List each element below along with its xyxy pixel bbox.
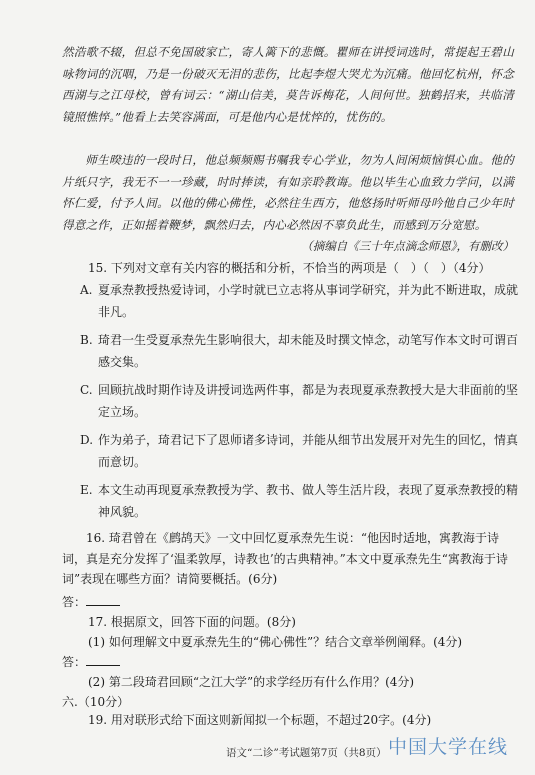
- q15-option-text: 夏承焘教授热爱诗词，小学时就已立志将从事词学研究，并为此不断进取，成就非凡。: [98, 283, 519, 319]
- q15-option-d: [80, 430, 519, 474]
- passage-paragraph-2: 师生暌违的一段时日，他总频频赐书嘱我专心学业，勿为人间闲烦恼惧心血。他的片纸只字，我无不一一珍藏，时时捧读，有如亲聆教诲。他以毕生心血致力学问，以满怀仁爱，付予人间。以他的佛心佛性，必然往生西方，他悠扬时听师母吟他自己少年时得意之作，正如摇着鞭梦，飘然归去，内心必然因不辜负此生，而感到万分宽慰。: [62, 153, 514, 232]
- question-17-stem: 17. 根据原文，回答下面的问题。(8分): [88, 615, 296, 629]
- answer-label: 答：: [62, 655, 87, 669]
- q15-option-letter: E.: [80, 483, 93, 497]
- q15-option-letter: A.: [80, 283, 93, 297]
- question-15-stem: 15. 下列对文章有关内容的概括和分析，不恰当的两项是（ ）（ ）（4分）: [88, 261, 491, 275]
- q15-option-c: [80, 380, 519, 424]
- section-6-heading: 六.（10分）: [62, 695, 130, 709]
- answer-blank[interactable]: [86, 593, 120, 606]
- watermark-logo: 中国大学在线: [388, 736, 509, 758]
- passage-source: （摘编自《三十年点滴念师恩》，有删改）: [301, 239, 514, 253]
- answer-blank[interactable]: [86, 653, 120, 666]
- question-17-sub-2: (2) 第二段琦君回顾“之江大学”的求学经历有什么作用？(4分): [88, 675, 415, 689]
- q15-option-letter: C.: [80, 383, 93, 397]
- question-17-sub-1-answer[interactable]: [62, 652, 120, 672]
- q15-option-text: 回顾抗战时期作诗及讲授词选两件事，都是为表现夏承焘教授大是大非面前的坚定立场。: [98, 383, 519, 419]
- q15-option-e: [80, 480, 519, 524]
- q15-option-letter: B.: [80, 333, 93, 347]
- q15-option-text: 琦君一生受夏承焘先生影响很大，却未能及时撰文悼念，动笔写作本文时可谓百感交集。: [98, 333, 519, 369]
- question-17-sub-1: (1) 如何理解文中夏承焘先生的“佛心佛性”？结合文章举例阐释。(4分): [88, 635, 463, 649]
- answer-label: 答：: [62, 595, 87, 609]
- page-footer: 语文“二诊”考试题第7页（共8页）: [226, 747, 387, 759]
- passage-paragraph-1: 然浩歌不辍，但总不免国破家亡，寄人篱下的悲慨。瞿师在讲授词选时，常提起王碧山咏物词的沉咽，乃是一份破灭无泪的悲伤，比起李煜大哭尤为沉痛。他回忆杭州，怀念西湖与之江母校，曾有词云：“湖山信美，莫告诉梅花，人间何世。独鹤招来，共临清镜照憔悴。”他看上去笑容满面，可是他内心是忧悴的，忧伤的。: [62, 45, 514, 124]
- q15-option-a: [80, 280, 519, 324]
- q15-option-b: [80, 330, 519, 374]
- q15-option-text: 本文生动再现夏承焘教授为学、教书、做人等生活片段，表现了夏承焘教授的精神风貌。: [98, 483, 519, 519]
- question-19-stem: 19. 用对联形式给下面这则新闻拟一个标题，不超过20字。(4分): [88, 713, 432, 727]
- q15-option-letter: D.: [80, 433, 94, 447]
- question-16-stem: 16. 琦君曾在《鹧鸪天》一文中回忆夏承焘先生说：“他因时适地，寓教海于诗词，真是充分发挥了‘温柔敦厚，诗教也’的古典精神。”本文中夏承焘先生“寓教海于诗词”表现在哪些方面？请简要概括。(6分): [62, 531, 508, 586]
- q15-option-text: 作为弟子，琦君记下了恩师诸多诗词，并能从细节出发展开对先生的回忆，情真而意切。: [98, 433, 519, 469]
- question-16-answer[interactable]: [62, 592, 120, 612]
